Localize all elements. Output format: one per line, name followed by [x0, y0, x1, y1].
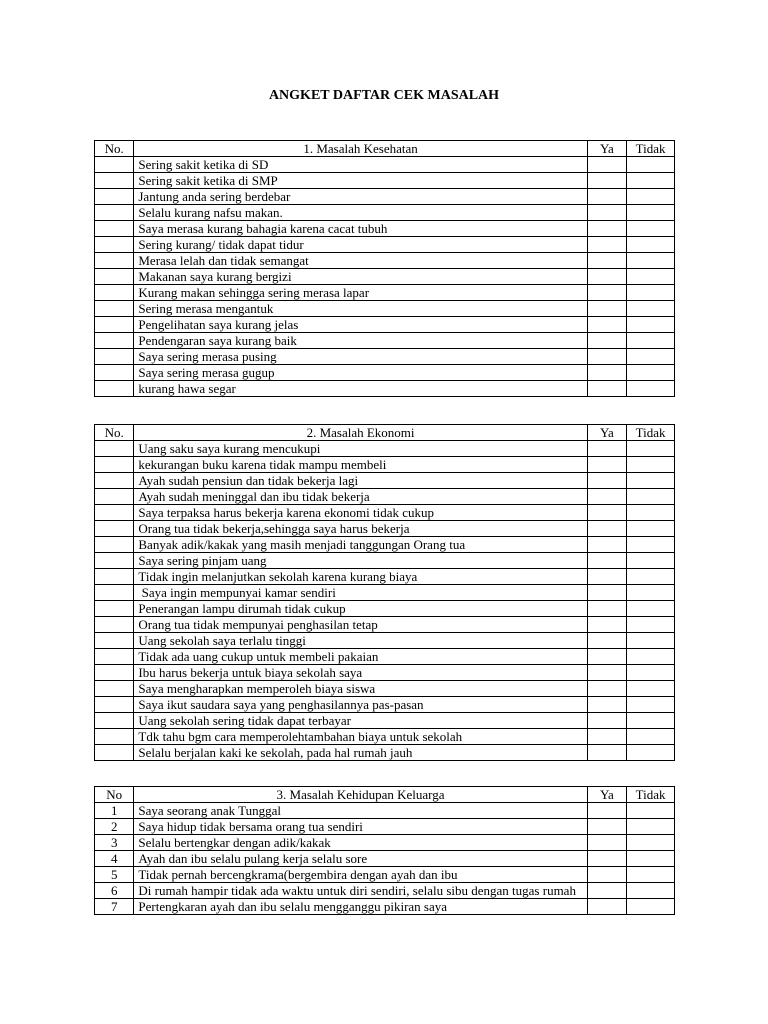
problem-statement: Orang tua tidak bekerja,sehingga saya harus bekerja: [134, 521, 587, 537]
ya-checkbox-cell[interactable]: [587, 285, 626, 301]
problem-statement: kekurangan buku karena tidak mampu membeli: [134, 457, 587, 473]
problem-statement: Saya mengharapkan memperoleh biaya siswa: [134, 681, 587, 697]
ya-checkbox-cell[interactable]: [587, 681, 626, 697]
problem-statement: Tdk tahu bgm cara memperolehtambahan biaya untuk sekolah: [134, 729, 587, 745]
table-row: [95, 365, 675, 381]
ya-checkbox-cell[interactable]: [587, 745, 626, 761]
ya-checkbox-cell[interactable]: [587, 157, 626, 173]
tidak-checkbox-cell[interactable]: [627, 601, 675, 617]
ya-checkbox-cell[interactable]: [587, 649, 626, 665]
tidak-checkbox-cell[interactable]: [627, 537, 675, 553]
problem-statement: Saya sering merasa pusing: [134, 349, 587, 365]
table-row: [95, 441, 675, 457]
table-row: [95, 681, 675, 697]
header-no: No.: [95, 425, 134, 441]
tidak-checkbox-cell[interactable]: [627, 899, 675, 915]
problem-statement: Penerangan lampu dirumah tidak cukup: [134, 601, 587, 617]
row-number: [95, 697, 134, 713]
table-row: [95, 333, 675, 349]
table-row: [95, 633, 675, 649]
ya-checkbox-cell[interactable]: [587, 333, 626, 349]
tidak-checkbox-cell[interactable]: [627, 585, 675, 601]
ya-checkbox-cell[interactable]: [587, 381, 626, 397]
ya-checkbox-cell[interactable]: [587, 713, 626, 729]
header-topic: 3. Masalah Kehidupan Keluarga: [134, 787, 587, 803]
table-row: [95, 867, 675, 883]
row-number: 7: [95, 899, 134, 915]
tidak-checkbox-cell[interactable]: [627, 521, 675, 537]
header-ya: Ya: [587, 787, 626, 803]
health-problems-table: [94, 140, 675, 397]
problem-statement: Ayah sudah pensiun dan tidak bekerja lagi: [134, 473, 587, 489]
tidak-checkbox-cell[interactable]: [627, 173, 675, 189]
table-row: [95, 189, 675, 205]
tidak-checkbox-cell[interactable]: [627, 681, 675, 697]
table-row: [95, 457, 675, 473]
ya-checkbox-cell[interactable]: [587, 521, 626, 537]
family-life-problems-table: [94, 786, 675, 915]
row-number: [95, 633, 134, 649]
problem-statement: Kurang makan sehingga sering merasa lapar: [134, 285, 587, 301]
ya-checkbox-cell[interactable]: [587, 473, 626, 489]
tidak-checkbox-cell[interactable]: [627, 457, 675, 473]
table-row: [95, 317, 675, 333]
ya-checkbox-cell[interactable]: [587, 221, 626, 237]
table-row: [95, 173, 675, 189]
ya-checkbox-cell[interactable]: [587, 317, 626, 333]
problem-statement: Tidak pernah bercengkrama(bergembira dengan ayah dan ibu: [134, 867, 587, 883]
ya-checkbox-cell[interactable]: [587, 617, 626, 633]
ya-checkbox-cell[interactable]: [587, 899, 626, 915]
row-number: [95, 649, 134, 665]
tidak-checkbox-cell[interactable]: [627, 221, 675, 237]
ya-checkbox-cell[interactable]: [587, 585, 626, 601]
problem-statement: Ibu harus bekerja untuk biaya sekolah saya: [134, 665, 587, 681]
ya-checkbox-cell[interactable]: [587, 835, 626, 851]
row-number: [95, 537, 134, 553]
table-row: [95, 285, 675, 301]
row-number: [95, 381, 134, 397]
table-row: [95, 713, 675, 729]
row-number: 2: [95, 819, 134, 835]
row-number: 4: [95, 851, 134, 867]
row-number: [95, 365, 134, 381]
ya-checkbox-cell[interactable]: [587, 729, 626, 745]
tidak-checkbox-cell[interactable]: [627, 333, 675, 349]
tidak-checkbox-cell[interactable]: [627, 473, 675, 489]
table-row: [95, 569, 675, 585]
table-row: [95, 473, 675, 489]
ya-checkbox-cell[interactable]: [587, 569, 626, 585]
tidak-checkbox-cell[interactable]: [627, 569, 675, 585]
row-number: [95, 237, 134, 253]
ya-checkbox-cell[interactable]: [587, 365, 626, 381]
ya-checkbox-cell[interactable]: [587, 819, 626, 835]
row-number: [95, 585, 134, 601]
row-number: [95, 569, 134, 585]
table-row: [95, 649, 675, 665]
problem-statement: Tidak ingin melanjutkan sekolah karena kurang biaya: [134, 569, 587, 585]
problem-statement: Ayah sudah meninggal dan ibu tidak bekerja: [134, 489, 587, 505]
problem-statement: Saya hidup tidak bersama orang tua sendiri: [134, 819, 587, 835]
tidak-checkbox-cell[interactable]: [627, 835, 675, 851]
problem-statement: Saya ingin mempunyai kamar sendiri: [134, 585, 587, 601]
table-row: [95, 349, 675, 365]
ya-checkbox-cell[interactable]: [587, 189, 626, 205]
table-row: [95, 835, 675, 851]
tidak-checkbox-cell[interactable]: [627, 157, 675, 173]
table-header-row: [95, 141, 675, 157]
problem-statement: Saya sering pinjam uang: [134, 553, 587, 569]
problem-statement: Saya ikut saudara saya yang penghasilannya pas-pasan: [134, 697, 587, 713]
row-number: [95, 221, 134, 237]
ya-checkbox-cell[interactable]: [587, 697, 626, 713]
row-number: [95, 173, 134, 189]
row-number: [95, 489, 134, 505]
ya-checkbox-cell[interactable]: [587, 665, 626, 681]
problem-statement: Saya merasa kurang bahagia karena cacat tubuh: [134, 221, 587, 237]
table-row: [95, 851, 675, 867]
row-number: [95, 253, 134, 269]
header-tidak: Tidak: [627, 141, 675, 157]
table-row: [95, 253, 675, 269]
row-number: 1: [95, 803, 134, 819]
problem-statement: Tidak ada uang cukup untuk membeli pakaian: [134, 649, 587, 665]
tidak-checkbox-cell[interactable]: [627, 649, 675, 665]
problem-statement: Saya seorang anak Tunggal: [134, 803, 587, 819]
ya-checkbox-cell[interactable]: [587, 205, 626, 221]
row-number: [95, 745, 134, 761]
ya-checkbox-cell[interactable]: [587, 851, 626, 867]
row-number: 6: [95, 883, 134, 899]
tidak-checkbox-cell[interactable]: [627, 205, 675, 221]
row-number: [95, 189, 134, 205]
problem-statement: Orang tua tidak mempunyai penghasilan tetap: [134, 617, 587, 633]
problem-statement: Pengelihatan saya kurang jelas: [134, 317, 587, 333]
header-ya: Ya: [587, 425, 626, 441]
tidak-checkbox-cell[interactable]: [627, 745, 675, 761]
problem-statement: Sering merasa mengantuk: [134, 301, 587, 317]
ya-checkbox-cell[interactable]: [587, 601, 626, 617]
problem-statement: Makanan saya kurang bergizi: [134, 269, 587, 285]
tidak-checkbox-cell[interactable]: [627, 317, 675, 333]
problem-statement: Merasa lelah dan tidak semangat: [134, 253, 587, 269]
header-ya: Ya: [587, 141, 626, 157]
ya-checkbox-cell[interactable]: [587, 633, 626, 649]
problem-statement: Sering sakit ketika di SMP: [134, 173, 587, 189]
ya-checkbox-cell[interactable]: [587, 457, 626, 473]
tidak-checkbox-cell[interactable]: [627, 665, 675, 681]
problem-statement: kurang hawa segar: [134, 381, 587, 397]
ya-checkbox-cell[interactable]: [587, 301, 626, 317]
problem-statement: Ayah dan ibu selalu pulang kerja selalu sore: [134, 851, 587, 867]
tidak-checkbox-cell[interactable]: [627, 713, 675, 729]
problem-statement: Pertengkaran ayah dan ibu selalu mengganggu pikiran saya: [134, 899, 587, 915]
table-header-row: [95, 425, 675, 441]
row-number: 5: [95, 867, 134, 883]
problem-statement: Di rumah hampir tidak ada waktu untuk diri sendiri, selalu sibu dengan tugas rumah: [134, 883, 587, 899]
ya-checkbox-cell[interactable]: [587, 505, 626, 521]
row-number: [95, 505, 134, 521]
row-number: [95, 457, 134, 473]
tidak-checkbox-cell[interactable]: [627, 617, 675, 633]
tidak-checkbox-cell[interactable]: [627, 819, 675, 835]
ya-checkbox-cell[interactable]: [587, 269, 626, 285]
economic-problems-table: [94, 424, 675, 761]
table-row: [95, 553, 675, 569]
table-row: [95, 729, 675, 745]
problem-statement: Selalu kurang nafsu makan.: [134, 205, 587, 221]
row-number: [95, 333, 134, 349]
tidak-checkbox-cell[interactable]: [627, 697, 675, 713]
row-number: [95, 317, 134, 333]
tidak-checkbox-cell[interactable]: [627, 489, 675, 505]
ya-checkbox-cell[interactable]: [587, 489, 626, 505]
problem-statement: Banyak adik/kakak yang masih menjadi tanggungan Orang tua: [134, 537, 587, 553]
ya-checkbox-cell[interactable]: [587, 253, 626, 269]
row-number: [95, 157, 134, 173]
tidak-checkbox-cell[interactable]: [627, 301, 675, 317]
table-row: [95, 819, 675, 835]
tidak-checkbox-cell[interactable]: [627, 381, 675, 397]
table-row: [95, 301, 675, 317]
table-row: [95, 899, 675, 915]
row-number: [95, 441, 134, 457]
row-number: [95, 285, 134, 301]
table-row: [95, 269, 675, 285]
header-topic: 1. Masalah Kesehatan: [134, 141, 587, 157]
tidak-checkbox-cell[interactable]: [627, 285, 675, 301]
tidak-checkbox-cell[interactable]: [627, 237, 675, 253]
row-number: [95, 617, 134, 633]
tidak-checkbox-cell[interactable]: [627, 867, 675, 883]
tidak-checkbox-cell[interactable]: [627, 553, 675, 569]
table-row: [95, 381, 675, 397]
header-tidak: Tidak: [627, 425, 675, 441]
tidak-checkbox-cell[interactable]: [627, 269, 675, 285]
problem-statement: Selalu bertengkar dengan adik/kakak: [134, 835, 587, 851]
tidak-checkbox-cell[interactable]: [627, 189, 675, 205]
table-row: [95, 537, 675, 553]
tidak-checkbox-cell[interactable]: [627, 253, 675, 269]
tidak-checkbox-cell[interactable]: [627, 883, 675, 899]
problem-statement: Uang saku saya kurang mencukupi: [134, 441, 587, 457]
tidak-checkbox-cell[interactable]: [627, 365, 675, 381]
table-row: [95, 617, 675, 633]
row-number: [95, 553, 134, 569]
problem-statement: Uang sekolah saya terlalu tinggi: [134, 633, 587, 649]
problem-statement: Uang sekolah sering tidak dapat terbayar: [134, 713, 587, 729]
problem-statement: Saya terpaksa harus bekerja karena ekonomi tidak cukup: [134, 505, 587, 521]
row-number: [95, 729, 134, 745]
header-no: No.: [95, 141, 134, 157]
table-row: [95, 745, 675, 761]
row-number: [95, 301, 134, 317]
row-number: [95, 349, 134, 365]
row-number: [95, 665, 134, 681]
ya-checkbox-cell[interactable]: [587, 173, 626, 189]
problem-statement: Sering kurang/ tidak dapat tidur: [134, 237, 587, 253]
ya-checkbox-cell[interactable]: [587, 553, 626, 569]
table-row: [95, 697, 675, 713]
ya-checkbox-cell[interactable]: [587, 441, 626, 457]
table-header-row: [95, 787, 675, 803]
row-number: [95, 713, 134, 729]
table-row: [95, 237, 675, 253]
ya-checkbox-cell[interactable]: [587, 237, 626, 253]
header-topic: 2. Masalah Ekonomi: [134, 425, 587, 441]
problem-statement: Pendengaran saya kurang baik: [134, 333, 587, 349]
ya-checkbox-cell[interactable]: [587, 349, 626, 365]
row-number: [95, 473, 134, 489]
table-row: [95, 157, 675, 173]
tidak-checkbox-cell[interactable]: [627, 505, 675, 521]
tidak-checkbox-cell[interactable]: [627, 633, 675, 649]
problem-statement: Jantung anda sering berdebar: [134, 189, 587, 205]
table-row: [95, 505, 675, 521]
row-number: [95, 601, 134, 617]
row-number: [95, 269, 134, 285]
tidak-checkbox-cell[interactable]: [627, 349, 675, 365]
table-row: [95, 489, 675, 505]
tidak-checkbox-cell[interactable]: [627, 803, 675, 819]
ya-checkbox-cell[interactable]: [587, 803, 626, 819]
problem-statement: Saya sering merasa gugup: [134, 365, 587, 381]
ya-checkbox-cell[interactable]: [587, 867, 626, 883]
page-title: ANGKET DAFTAR CEK MASALAH: [268, 88, 500, 103]
tidak-checkbox-cell[interactable]: [627, 851, 675, 867]
table-row: [95, 803, 675, 819]
tidak-checkbox-cell[interactable]: [627, 441, 675, 457]
problem-statement: Sering sakit ketika di SD: [134, 157, 587, 173]
table-row: [95, 883, 675, 899]
table-row: [95, 585, 675, 601]
row-number: [95, 521, 134, 537]
tidak-checkbox-cell[interactable]: [627, 729, 675, 745]
table-row: [95, 521, 675, 537]
ya-checkbox-cell[interactable]: [587, 537, 626, 553]
table-row: [95, 601, 675, 617]
header-tidak: Tidak: [627, 787, 675, 803]
table-row: [95, 205, 675, 221]
row-number: 3: [95, 835, 134, 851]
row-number: [95, 681, 134, 697]
ya-checkbox-cell[interactable]: [587, 883, 626, 899]
header-no: No: [95, 787, 134, 803]
row-number: [95, 205, 134, 221]
problem-statement: Selalu berjalan kaki ke sekolah, pada hal rumah jauh: [134, 745, 587, 761]
table-row: [95, 665, 675, 681]
table-row: [95, 221, 675, 237]
